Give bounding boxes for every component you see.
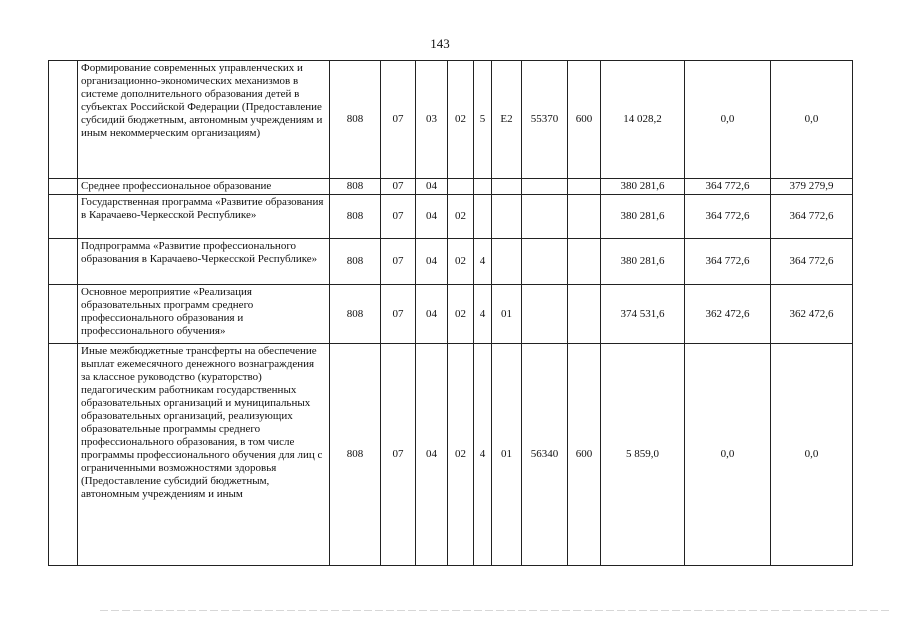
- section-code: 07: [381, 285, 416, 344]
- subsection-code: 04: [416, 239, 448, 285]
- row-name: Подпрограмма «Развитие профессионального образования в Карачаево-Черкесской Республике»: [78, 239, 330, 285]
- event-code: 01: [492, 344, 522, 566]
- table-row: [49, 179, 853, 195]
- row-number-cell: [49, 344, 78, 566]
- expense-type-code: 600: [568, 61, 601, 179]
- ministry-code: 808: [330, 61, 381, 179]
- row-number-cell: [49, 61, 78, 179]
- budget-table: [48, 60, 853, 566]
- subprogram-code: 4: [474, 239, 492, 285]
- ministry-code: 808: [330, 344, 381, 566]
- amount-year-1: 380 281,6: [601, 239, 685, 285]
- expense-type-code: [568, 285, 601, 344]
- table-row: [49, 239, 853, 285]
- row-number-cell: [49, 195, 78, 239]
- program-code: 02: [448, 61, 474, 179]
- event-code: [492, 239, 522, 285]
- table-row: [49, 195, 853, 239]
- amount-year-2: 364 772,6: [685, 179, 771, 195]
- direction-code: [522, 195, 568, 239]
- page-number: 143: [430, 36, 450, 51]
- subsection-code: 04: [416, 344, 448, 566]
- subprogram-code: 5: [474, 61, 492, 179]
- amount-year-3: 0,0: [771, 344, 853, 566]
- row-name: Формирование современных управленческих и организационно-экономических механизмов в системе дополнительного образования детей в субъектах Российской Федерации (Предоставление субсидий бюджетным, автономным учреждениям и иным некоммерческим организациям): [78, 61, 330, 179]
- event-code: [492, 195, 522, 239]
- subsection-code: 04: [416, 195, 448, 239]
- subprogram-code: 4: [474, 344, 492, 566]
- amount-year-1: 380 281,6: [601, 179, 685, 195]
- subprogram-code: 4: [474, 285, 492, 344]
- amount-year-3: 0,0: [771, 61, 853, 179]
- amount-year-2: 362 472,6: [685, 285, 771, 344]
- table-row: [49, 61, 853, 179]
- row-number-cell: [49, 179, 78, 195]
- subprogram-code: [474, 195, 492, 239]
- table-row: [49, 285, 853, 344]
- amount-year-2: 364 772,6: [685, 195, 771, 239]
- expense-type-code: [568, 239, 601, 285]
- direction-code: 55370: [522, 61, 568, 179]
- ministry-code: 808: [330, 195, 381, 239]
- row-number-cell: [49, 285, 78, 344]
- ministry-code: 808: [330, 239, 381, 285]
- direction-code: 56340: [522, 344, 568, 566]
- direction-code: [522, 285, 568, 344]
- expense-type-code: [568, 179, 601, 195]
- event-code: [492, 179, 522, 195]
- amount-year-1: 5 859,0: [601, 344, 685, 566]
- subprogram-code: [474, 179, 492, 195]
- subsection-code: 04: [416, 179, 448, 195]
- amount-year-2: 364 772,6: [685, 239, 771, 285]
- ministry-code: 808: [330, 179, 381, 195]
- amount-year-3: 364 772,6: [771, 239, 853, 285]
- program-code: 02: [448, 195, 474, 239]
- amount-year-1: 374 531,6: [601, 285, 685, 344]
- table-row: [49, 344, 853, 566]
- scan-artifact-line: [100, 610, 890, 611]
- program-code: [448, 179, 474, 195]
- row-number-cell: [49, 239, 78, 285]
- ministry-code: 808: [330, 285, 381, 344]
- amount-year-3: 362 472,6: [771, 285, 853, 344]
- section-code: 07: [381, 344, 416, 566]
- row-name: Иные межбюджетные трансферты на обеспечение выплат ежемесячного денежного вознаграждения за классное руководство (кураторство) педагогическим работникам государственных образовательных организаций и муниципальных образовательных организаций, реализующих образовательные программы среднего профессионального образования, в том числе программы профессионального обучения для лиц с ограниченными возможностями здоровья (Предоставление субсидий бюджетным, автономным учреждениям и иным: [78, 344, 330, 566]
- program-code: 02: [448, 344, 474, 566]
- amount-year-3: 379 279,9: [771, 179, 853, 195]
- event-code: 01: [492, 285, 522, 344]
- row-name: Государственная программа «Развитие образования в Карачаево-Черкесской Республике»: [78, 195, 330, 239]
- program-code: 02: [448, 285, 474, 344]
- row-name: Основное мероприятие «Реализация образовательных программ среднего профессионального образования и профессионального обучения»: [78, 285, 330, 344]
- amount-year-1: 380 281,6: [601, 195, 685, 239]
- amount-year-2: 0,0: [685, 61, 771, 179]
- program-code: 02: [448, 239, 474, 285]
- section-code: 07: [381, 179, 416, 195]
- section-code: 07: [381, 61, 416, 179]
- subsection-code: 03: [416, 61, 448, 179]
- amount-year-2: 0,0: [685, 344, 771, 566]
- subsection-code: 04: [416, 285, 448, 344]
- section-code: 07: [381, 195, 416, 239]
- event-code: E2: [492, 61, 522, 179]
- expense-type-code: 600: [568, 344, 601, 566]
- section-code: 07: [381, 239, 416, 285]
- direction-code: [522, 239, 568, 285]
- direction-code: [522, 179, 568, 195]
- amount-year-1: 14 028,2: [601, 61, 685, 179]
- expense-type-code: [568, 195, 601, 239]
- row-name: Среднее профессиональное образование: [78, 179, 330, 195]
- amount-year-3: 364 772,6: [771, 195, 853, 239]
